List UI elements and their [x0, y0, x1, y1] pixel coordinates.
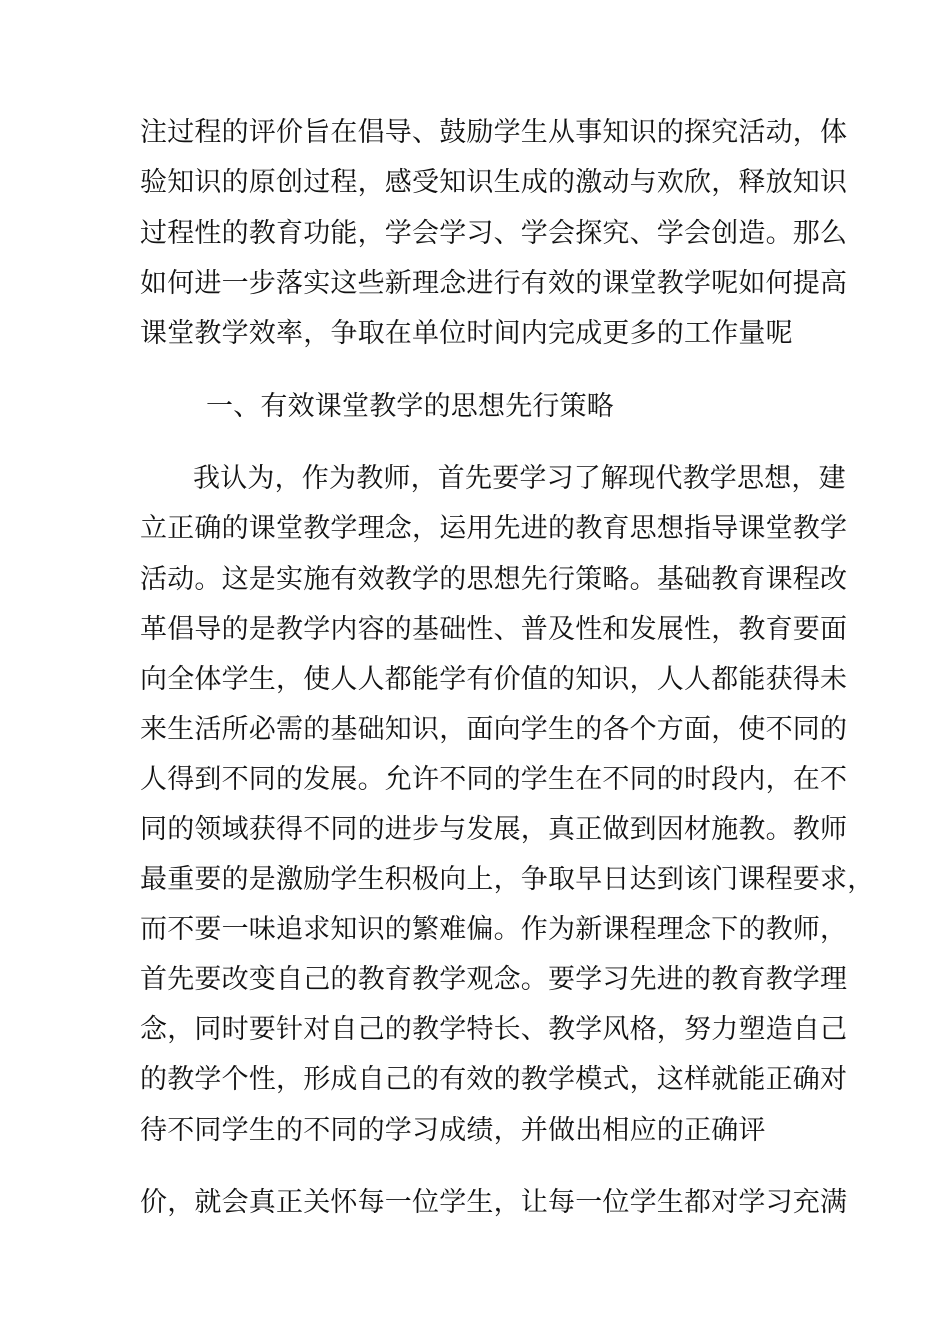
- text-line: 课堂教学效率，争取在单位时间内完成更多的工作量呢: [140, 318, 793, 349]
- text-line: 最重要的是激励学生积极向上，争取早日达到该门课程要求，: [140, 864, 875, 895]
- text-line: 革倡导的是教学内容的基础性、普及性和发展性，教育要面: [140, 614, 848, 645]
- text-line: 我认为，作为教师，首先要学习了解现代教学思想，建: [193, 463, 846, 494]
- text-line: 念，同时要针对自己的教学特长、教学风格，努力塑造自己: [140, 1014, 848, 1045]
- text-line: 待不同学生的不同的学习成绩，并做出相应的正确评: [140, 1115, 766, 1146]
- text-line: 价，就会真正关怀每一位学生，让每一位学生都对学习充满: [140, 1187, 848, 1218]
- section-heading: 一、有效课堂教学的思想先行策略: [206, 391, 614, 422]
- text-line: 的教学个性，形成自己的有效的教学模式，这样就能正确对: [140, 1064, 848, 1095]
- text-line: 活动。这是实施有效教学的思想先行策略。基础教育课程改: [140, 564, 848, 595]
- text-line: 如何进一步落实这些新理念进行有效的课堂教学呢如何提高: [140, 268, 848, 299]
- text-line: 人得到不同的发展。允许不同的学生在不同的时段内，在不: [140, 764, 848, 795]
- text-line: 立正确的课堂教学理念，运用先进的教育思想指导课堂教学: [140, 513, 848, 544]
- text-line: 向全体学生，使人人都能学有价值的知识，人人都能获得未: [140, 664, 848, 695]
- text-line: 而不要一味追求知识的繁难偏。作为新课程理念下的教师，: [140, 914, 848, 945]
- text-line: 验知识的原创过程，感受知识生成的激动与欢欣，释放知识: [140, 167, 848, 198]
- text-line: 首先要改变自己的教育教学观念。要学习先进的教育教学理: [140, 964, 848, 995]
- text-line: 过程性的教育功能，学会学习、学会探究、学会创造。那么: [140, 218, 848, 249]
- text-line: 来生活所必需的基础知识，面向学生的各个方面，使不同的: [140, 714, 848, 745]
- text-line: 注过程的评价旨在倡导、鼓励学生从事知识的探究活动，体: [140, 117, 848, 148]
- text-line: 同的领域获得不同的进步与发展，真正做到因材施教。教师: [140, 814, 848, 845]
